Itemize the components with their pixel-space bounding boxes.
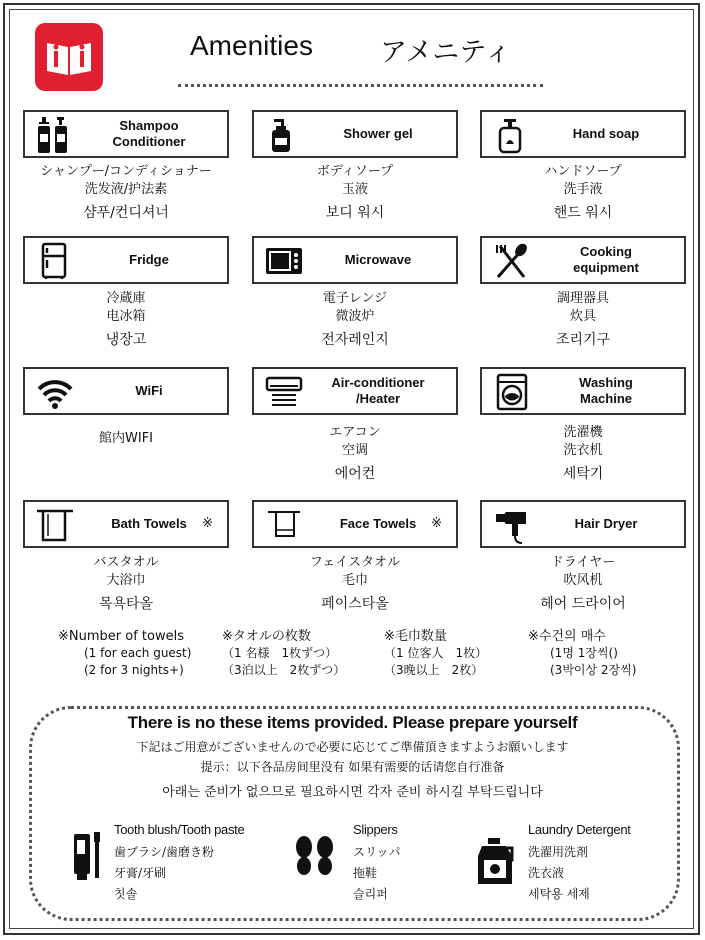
text-ja: 調理器具 — [556, 291, 609, 306]
item-name: Laundry Detergent — [528, 822, 631, 837]
shower-gel-bottle-icon — [264, 116, 304, 154]
translation-washing-machine — [480, 424, 686, 483]
text-ja: 冷蔵庫 — [106, 291, 146, 306]
translation-shampoo — [23, 163, 229, 222]
towel-note-ja — [222, 628, 345, 679]
note-line: (1명 1장씩() — [550, 646, 618, 660]
amenity-label: WiFi — [135, 383, 163, 398]
note-asterisk: ※ — [431, 516, 442, 531]
amenity-hair-dryer — [480, 500, 686, 548]
text-zh: 玉液 — [341, 182, 368, 197]
text-zh: 洗衣机 — [563, 443, 603, 458]
text-ko: 에어컨 — [334, 466, 376, 482]
note-line: (3박이상 2장씩) — [550, 663, 637, 677]
text-zh: 微波炉 — [335, 309, 375, 324]
translation-wifi — [23, 430, 229, 448]
translation-shower-gel — [252, 163, 458, 222]
amenity-fridge — [23, 236, 229, 284]
text-ja: フェイスタオル — [309, 555, 401, 570]
text-ko: 세탁기 — [562, 466, 604, 482]
amenity-washing-machine — [480, 367, 686, 415]
not-provided-title: There is no these items provided. Please prepare yourself — [127, 713, 578, 732]
translation-cooking — [480, 290, 686, 349]
amenity-wifi — [23, 367, 229, 415]
note-line: （3晚以上 2枚） — [384, 663, 484, 677]
item-name: Slippers — [353, 822, 398, 837]
amenity-face-towels — [252, 500, 458, 548]
text-zh: 洗衣液 — [528, 866, 565, 880]
bath-towel-icon — [35, 506, 75, 544]
note-line: (2 for 3 nights+) — [84, 663, 184, 677]
note-title: ※수건의 매수 — [528, 629, 606, 644]
text-ko: 페이스타올 — [321, 596, 389, 612]
face-towel-icon — [264, 506, 304, 544]
towel-note-en — [58, 628, 191, 679]
translation-bath-towels — [23, 554, 229, 613]
text-ko: 전자레인지 — [321, 332, 389, 348]
not-provided-zh: 提示：以下各品房间里没有 如果有需要的话请您自行准备 — [200, 760, 505, 774]
amenity-label: Shower gel — [343, 126, 413, 141]
text-ja: スリッパ — [353, 845, 401, 859]
text-ja: 館内WIFI — [99, 431, 153, 446]
text-ja: 電子レンジ — [322, 291, 388, 306]
text-ja: 洗濯用洗剤 — [528, 845, 589, 859]
note-asterisk: ※ — [202, 516, 213, 531]
amenity-label: Fridge — [129, 252, 169, 267]
text-ja: ボディソープ — [316, 164, 394, 179]
amenity-label: Hand soap — [572, 126, 640, 141]
hair-dryer-icon — [492, 506, 532, 544]
translation-face-towels — [252, 554, 458, 613]
text-ja: 洗濯機 — [563, 425, 603, 440]
washing-machine-icon — [492, 373, 532, 411]
open-book-info-icon — [35, 23, 103, 91]
translation-hand-soap — [480, 163, 686, 222]
amenity-shampoo — [23, 110, 229, 158]
amenity-cooking — [480, 236, 686, 284]
amenity-air-conditioner — [252, 367, 458, 415]
text-ko: 칫솔 — [114, 887, 138, 901]
text-ko: 세탁용 세제 — [528, 887, 590, 901]
air-conditioner-icon — [264, 373, 304, 411]
note-line: （1 位客人 1枚） — [384, 646, 488, 660]
text-ja: エアコン — [329, 425, 381, 440]
amenity-label: Air-conditioner /Heater — [331, 375, 425, 406]
note-line: (1 for each guest) — [84, 646, 192, 660]
amenity-label: Microwave — [344, 252, 412, 267]
note-title: ※タオルの枚数 — [222, 629, 311, 644]
amenity-label: Cooking equipment — [573, 244, 639, 275]
page-title-ja: アメニティ — [380, 37, 512, 68]
amenity-label: Hair Dryer — [574, 516, 638, 531]
amenity-label: Bath Towels — [111, 516, 187, 531]
translation-hair-dryer — [480, 554, 686, 613]
note-line: （3泊以上 2枚ずつ） — [222, 663, 346, 677]
amenity-shower-gel — [252, 110, 458, 158]
bring-item-detergent — [528, 822, 631, 903]
translation-microwave — [252, 290, 458, 349]
text-zh: 洗发液/护法素 — [84, 182, 168, 197]
translation-fridge — [23, 290, 229, 349]
detergent-bottle-icon — [472, 836, 518, 888]
microwave-icon — [264, 242, 304, 280]
not-provided-ja: 下記はご用意がございませんので必要に応じてご準備頂きますようお願いします — [136, 740, 569, 754]
text-ja: 歯ブラシ/歯磨き粉 — [114, 845, 215, 859]
note-title: ※毛巾数量 — [384, 629, 447, 644]
fork-spoon-icon — [492, 242, 532, 280]
amenity-microwave — [252, 236, 458, 284]
text-zh: 吹风机 — [563, 573, 603, 588]
text-ko: 핸드 워시 — [553, 205, 613, 221]
fridge-icon — [35, 242, 75, 280]
text-ko: 조리기구 — [555, 332, 611, 348]
note-line: （1 名様 1枚ずつ） — [222, 646, 338, 660]
text-ja: ハンドソープ — [544, 164, 622, 179]
page-title-en: Amenities — [190, 30, 313, 61]
towel-note-zh — [384, 628, 487, 679]
bring-item-toothbrush — [114, 822, 244, 903]
amenity-label: Shampoo Conditioner — [112, 118, 186, 149]
text-zh: 空调 — [341, 443, 368, 458]
text-ja: ドライヤー — [550, 555, 616, 570]
text-ja: バスタオル — [93, 555, 159, 570]
hand-soap-pump-icon — [492, 116, 532, 154]
text-ko: 헤어 드라이어 — [540, 596, 626, 612]
text-zh: 炊具 — [569, 309, 596, 324]
text-ko: 냉장고 — [105, 332, 147, 348]
slippers-icon — [292, 834, 338, 878]
amenity-label: Face Towels — [339, 516, 417, 531]
text-zh: 大浴巾 — [106, 573, 146, 588]
text-zh: 洗手液 — [563, 182, 603, 197]
text-ko: 목욕타올 — [98, 596, 154, 612]
text-ko: 샴푸/컨디셔너 — [83, 205, 169, 221]
bring-item-slippers — [353, 822, 401, 903]
text-zh: 电冰箱 — [106, 309, 146, 324]
item-name: Tooth blush/Tooth paste — [114, 822, 245, 837]
towel-note-ko — [528, 628, 636, 679]
text-ko: 슬리퍼 — [353, 887, 388, 901]
not-provided-ko: 아래는 준비가 없으므로 필요하시면 각자 준비 하시길 부탁드립니다 — [162, 785, 543, 800]
text-zh: 毛巾 — [341, 573, 368, 588]
shampoo-bottles-icon — [35, 116, 75, 154]
toothbrush-paste-icon — [72, 830, 106, 886]
text-ja: シャンプー/コンディショナー — [40, 164, 212, 179]
wifi-icon — [35, 373, 75, 411]
amenity-hand-soap — [480, 110, 686, 158]
text-zh: 牙膏/牙刷 — [114, 866, 167, 880]
title-underline — [178, 84, 543, 87]
translation-air-conditioner — [252, 424, 458, 483]
note-title: ※Number of towels — [58, 629, 184, 644]
text-ko: 보디 워시 — [325, 205, 385, 221]
text-zh: 拖鞋 — [353, 866, 378, 880]
amenity-bath-towels — [23, 500, 229, 548]
amenity-label: Washing Machine — [579, 375, 633, 406]
